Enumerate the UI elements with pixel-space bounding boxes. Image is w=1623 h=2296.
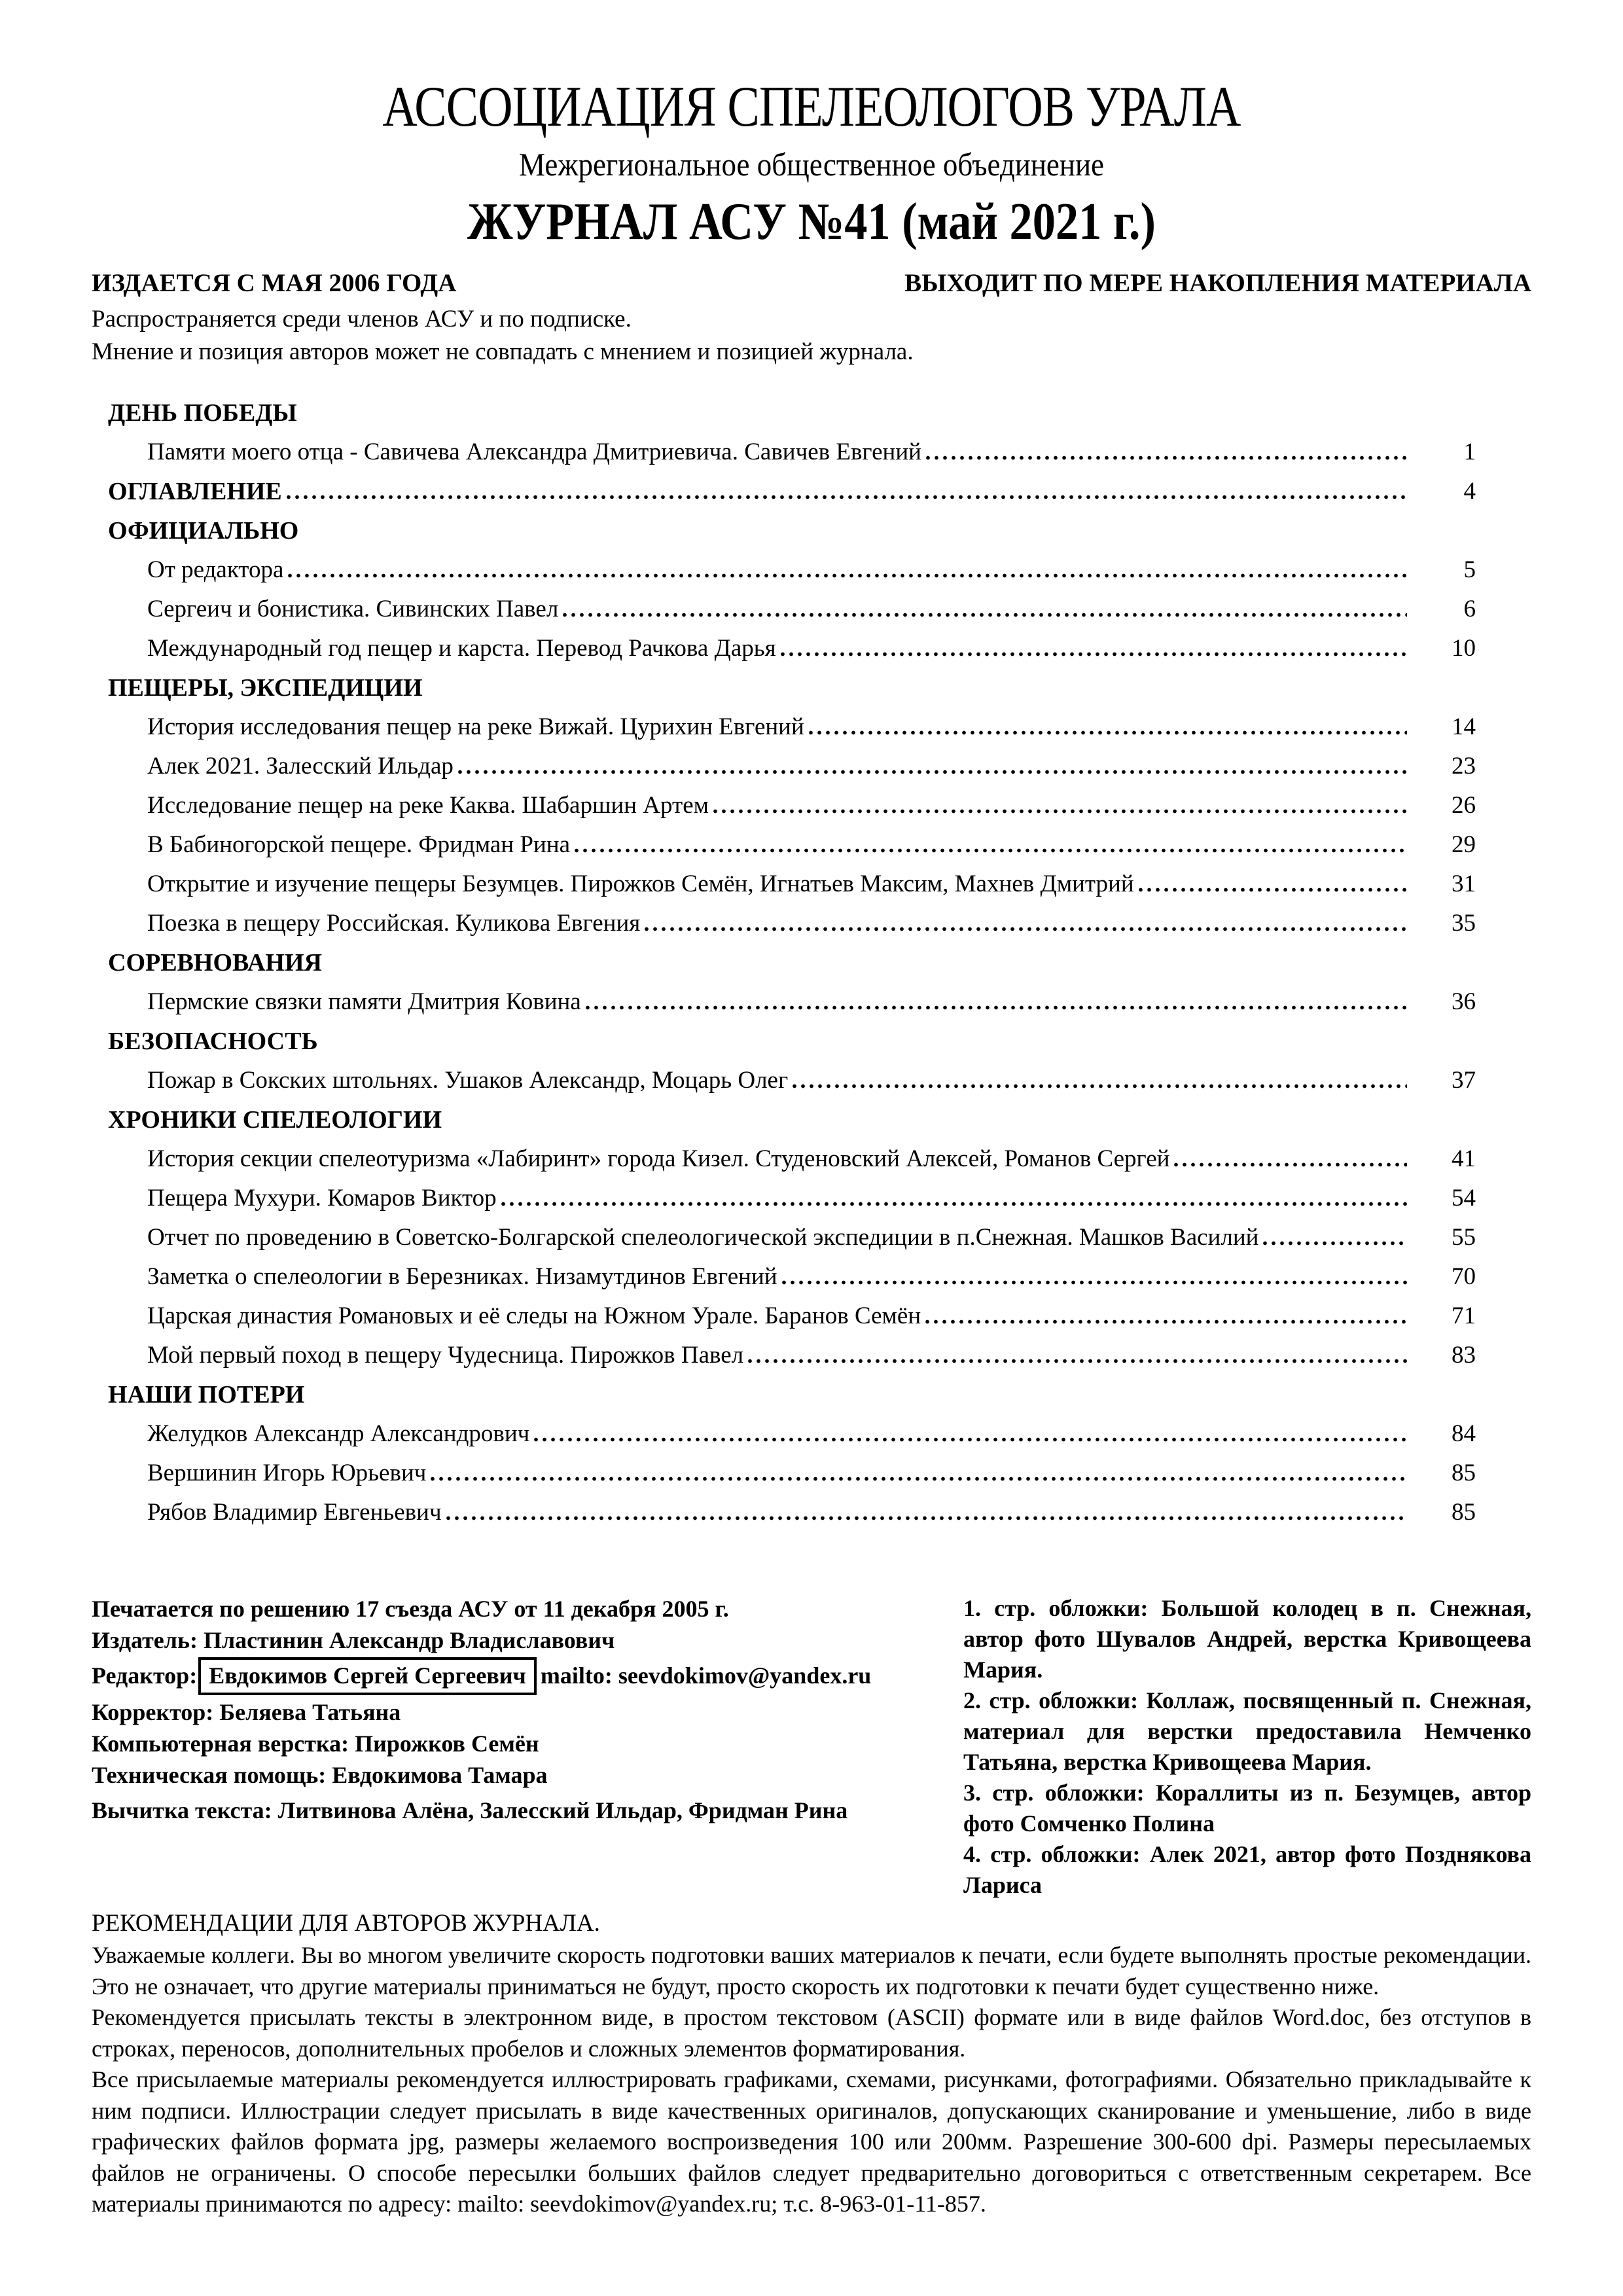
proofreader-line <box>92 1696 923 1728</box>
page-number: 55 <box>1452 1224 1476 1251</box>
toc-entry-label: Заметка о спелеологии в Березниках. Низамутдинов Евгений <box>147 1263 777 1290</box>
toc-entry <box>108 978 1476 1017</box>
copyedit-names: Литвинова Алёна, Залесский Ильдар, Фридман Рина <box>277 1797 848 1823</box>
frequency-note: ВЫХОДИТ ПО МЕРЕ НАКОПЛЕНИЯ МАТЕРИАЛА <box>904 269 1531 297</box>
toc-entry <box>108 781 1476 821</box>
editor-line <box>92 1656 923 1696</box>
toc-section-heading <box>108 1371 1476 1410</box>
dot-leader <box>287 573 1407 579</box>
dot-leader <box>430 1476 1407 1482</box>
toc-entry-label: В Бабиногорской пещере. Фридман Рина <box>147 831 571 858</box>
toc-entry <box>108 1056 1476 1096</box>
copyedit-line <box>92 1795 923 1826</box>
toc-entry <box>108 860 1476 899</box>
page-number: 1 <box>1463 439 1476 465</box>
colophon-credits <box>92 1593 923 1826</box>
dot-leader <box>925 455 1407 461</box>
page-number: 83 <box>1452 1342 1476 1369</box>
recommendations-paragraph-1: Уважаемые коллеги. Вы во многом увеличите скорость подготовки ваших материалов к печати, если будете выполнять простые рекомендации. Это не означает, что другие материалы приниматься не будут, просто скорость их подготовки к печати будет существенно ниже. <box>92 1942 1531 2000</box>
page-number: 10 <box>1452 635 1476 662</box>
dot-leader <box>1173 1162 1407 1168</box>
dot-leader <box>808 730 1407 736</box>
toc-entry <box>108 1331 1476 1371</box>
toc-section-heading <box>108 939 1476 978</box>
toc-entry-label: Мой первый поход в пещеру Чудесница. Пирожков Павел <box>147 1342 744 1369</box>
toc-entry-label: От редактора <box>147 556 284 583</box>
page-number: 71 <box>1452 1302 1476 1329</box>
page-number: 4 <box>1463 478 1476 505</box>
page-number: 84 <box>1452 1420 1476 1447</box>
toc-entry-label: Пожар в Сокских штольнях. Ушаков Александр, Моцарь Олег <box>147 1067 789 1094</box>
disclaimer-note: Мнение и позиция авторов может не совпадать с мнением и позицией журнала. <box>92 338 914 365</box>
toc-entry-label: Поезка в пещеру Российская. Куликова Евгения <box>147 910 641 937</box>
toc-entry-label: Открытие и изучение пещеры Безумцев. Пирожков Семён, Игнатьев Максим, Махнев Дмитрий <box>147 870 1134 897</box>
editor-email: mailto: seevdokimov@yandex.ru <box>540 1662 872 1689</box>
toc-entry <box>108 1174 1476 1213</box>
copyedit-label: Вычитка текста: <box>92 1797 272 1823</box>
toc-entry <box>108 1213 1476 1253</box>
printed-by-line: Печатается по решению 17 съезда АСУ от 11 декабря 2005 г. <box>92 1596 729 1622</box>
recommendations-paragraph-2: Рекомендуется присылать тексты в электронном виде, в простом текстовом (ASCII) формате или в виде файлов Word.doc, без отступов в строках, переносов, дополнительных пробелов и сложных элементов форматирования. <box>92 2004 1531 2062</box>
toc-section-heading <box>108 467 1476 507</box>
toc-section-heading <box>108 507 1476 546</box>
toc-entry-label: История секции спелеотуризма «Лабиринт» города Кизел. Студеновский Алексей, Романов Сергей <box>147 1145 1170 1172</box>
publisher-line <box>92 1624 923 1656</box>
toc-section-label: ОФИЦИАЛЬНО <box>108 517 299 545</box>
page-number: 70 <box>1452 1263 1476 1290</box>
toc-section-heading <box>108 1096 1476 1135</box>
dot-leader <box>286 494 1407 500</box>
dot-leader <box>792 1083 1407 1089</box>
toc-section-label: НАШИ ПОТЕРИ <box>108 1381 305 1408</box>
issue-info-row <box>92 268 1531 298</box>
toc-entry-label: Пермские связки памяти Дмитрия Ковина <box>147 988 581 1015</box>
toc-entry-label: Отчет по проведению в Советско-Болгарской спелеологической экспедиции в п.Снежная. Машков Василий <box>147 1224 1259 1251</box>
page-number: 85 <box>1452 1460 1476 1486</box>
publisher-label: Издатель: <box>92 1627 198 1653</box>
page-number: 5 <box>1463 556 1476 583</box>
page-number: 41 <box>1452 1145 1476 1172</box>
distribution-note: Распространяется среди членов АСУ и по подписке. <box>92 306 632 332</box>
publisher-name: Пластинин Александр Владиславович <box>203 1627 615 1653</box>
table-of-contents <box>92 389 1531 1528</box>
toc-entry-label: Желудков Александр Александрович <box>147 1420 530 1447</box>
page-number: 6 <box>1463 596 1476 622</box>
toc-entry <box>108 742 1476 781</box>
dot-leader <box>446 1515 1407 1521</box>
toc-entry <box>108 624 1476 664</box>
dot-leader <box>644 926 1407 932</box>
dot-leader <box>501 1201 1407 1207</box>
tech-help-line <box>92 1759 923 1791</box>
toc-section-label: ПЕЩЕРЫ, ЭКСПЕДИЦИИ <box>108 674 423 702</box>
page-number: 26 <box>1452 792 1476 819</box>
toc-entry-label: Рябов Владимир Евгеньевич <box>147 1499 442 1526</box>
toc-entry <box>108 703 1476 742</box>
toc-entry <box>108 428 1476 467</box>
dot-leader <box>1138 887 1407 893</box>
page-number: 35 <box>1452 910 1476 937</box>
org-name-title: АССОЦИАЦИЯ СПЕЛЕОЛОГОВ УРАЛА <box>382 75 1241 139</box>
layout-name: Пирожков Семён <box>355 1731 539 1757</box>
dot-leader <box>713 808 1407 814</box>
issue-title: ЖУРНАЛ АСУ №41 (май 2021 г.) <box>467 193 1156 251</box>
layout-line <box>92 1728 923 1759</box>
proofreader-label: Корректор: <box>92 1699 214 1725</box>
toc-entry <box>108 1488 1476 1528</box>
toc-section-label: ДЕНЬ ПОБЕДЫ <box>108 399 297 427</box>
page-header <box>92 77 1531 251</box>
page-number: 23 <box>1452 753 1476 780</box>
page-number: 14 <box>1452 713 1476 740</box>
dot-leader <box>781 1280 1407 1285</box>
toc-entry <box>108 1410 1476 1449</box>
editor-name-box: Евдокимов Сергей Сергеевич <box>198 1657 537 1695</box>
toc-section-label: СОРЕВНОВАНИЯ <box>108 949 322 977</box>
toc-entry-label: Алек 2021. Залесский Ильдар <box>147 753 454 780</box>
colophon-block <box>92 1593 1531 1901</box>
toc-section-heading <box>108 389 1476 428</box>
page-number: 37 <box>1452 1067 1476 1094</box>
dot-leader <box>1262 1240 1407 1246</box>
toc-entry <box>108 1292 1476 1331</box>
proofreader-name: Беляева Татьяна <box>219 1699 401 1725</box>
recommendations-paragraph-3: Все присылаемые материалы рекомендуется иллюстрировать графиками, схемами, рисунками, фотографиями. Обязательно прикладывайте к ним подписи. Иллюстрации следует присылать в виде качественных оригиналов, допускающих сканирование и уменьшение, либо в виде графических файлов формата jpg, размеры желаемого воспроизведения 100 или 200мм. Разрешение 300-600 dpi. Размеры пересылаемых файлов не ограничены. О способе пересылки больших файлов следует предварительно договориться с ответственным секретарем. Все материалы принимаются по адресу: mailto: seevdokimov@yandex.ru; т.с. 8-963-01-11-857. <box>92 2066 1531 2217</box>
toc-section-heading <box>108 1017 1476 1056</box>
tech-help-label: Техническая помощь: <box>92 1762 327 1788</box>
toc-entry <box>108 899 1476 939</box>
toc-entry-label: Памяти моего отца - Савичева Александра Дмитриевича. Савичев Евгений <box>147 439 921 465</box>
published-since: ИЗДАЕТСЯ С МАЯ 2006 ГОДА <box>92 269 457 297</box>
page-number: 31 <box>1452 870 1476 897</box>
toc-entry-label: История исследования пещер на реке Вижай. Цурихин Евгений <box>147 713 804 740</box>
dot-leader <box>457 769 1407 775</box>
cover-credit-1: 1. стр. обложки: Большой колодец в п. Снежная, автор фото Шувалов Андрей, верстка Кривощеева Мария. <box>963 1595 1531 1683</box>
cover-credit-4: 4. стр. обложки: Алек 2021, автор фото Позднякова Лариса <box>963 1841 1531 1898</box>
toc-entry <box>108 1449 1476 1488</box>
author-recommendations <box>92 1907 1531 2220</box>
dot-leader <box>533 1437 1407 1443</box>
toc-section-label: БЕЗОПАСНОСТЬ <box>108 1028 318 1055</box>
toc-entry-label: Сергеич и бонистика. Сивинских Павел <box>147 596 559 622</box>
dot-leader <box>574 848 1407 853</box>
dot-leader <box>747 1358 1407 1364</box>
layout-label: Компьютерная верстка: <box>92 1731 349 1757</box>
cover-credit-3: 3. стр. обложки: Кораллиты из п. Безумцев, автор фото Сомченко Полина <box>963 1780 1531 1837</box>
recommendations-heading: РЕКОМЕНДАЦИИ ДЛЯ АВТОРОВ ЖУРНАЛА. <box>92 1910 600 1937</box>
page-number: 54 <box>1452 1185 1476 1211</box>
editor-label: Редактор: <box>92 1662 198 1689</box>
toc-entry-label: Исследование пещер на реке Каква. Шабаршин Артем <box>147 792 709 819</box>
dot-leader <box>562 612 1407 618</box>
toc-entry <box>108 1135 1476 1174</box>
toc-entry <box>108 821 1476 860</box>
toc-entry <box>108 1253 1476 1292</box>
toc-entry <box>108 546 1476 585</box>
toc-entry-label: Вершинин Игорь Юрьевич <box>147 1460 427 1486</box>
page-number: 29 <box>1452 831 1476 858</box>
toc-entry-label: Пещера Мухури. Комаров Виктор <box>147 1185 497 1211</box>
cover-credit-2: 2. стр. обложки: Коллаж, посвященный п. Снежная, материал для верстки предоставила Немченко Татьяна, верстка Кривощеева Мария. <box>963 1687 1531 1775</box>
toc-section-label: ОГЛАВЛЕНИЕ <box>108 478 282 505</box>
toc-entry-label: Царская династия Романовых и её следы на Южном Урале. Баранов Семён <box>147 1302 921 1329</box>
page-number: 36 <box>1452 988 1476 1015</box>
dot-leader <box>585 1005 1407 1011</box>
dot-leader <box>780 651 1407 657</box>
page-number: 85 <box>1452 1499 1476 1526</box>
toc-section-label: ХРОНИКИ СПЕЛЕОЛОГИИ <box>108 1106 442 1134</box>
tech-help-name: Евдокимова Тамара <box>332 1762 548 1788</box>
dot-leader <box>925 1319 1407 1325</box>
toc-entry-label: Международный год пещер и карста. Перевод Рачкова Дарья <box>147 635 776 662</box>
cover-credits <box>963 1593 1531 1901</box>
toc-entry <box>108 585 1476 624</box>
toc-section-heading <box>108 664 1476 703</box>
org-subtitle: Межрегиональное общественное объединение <box>518 146 1105 183</box>
